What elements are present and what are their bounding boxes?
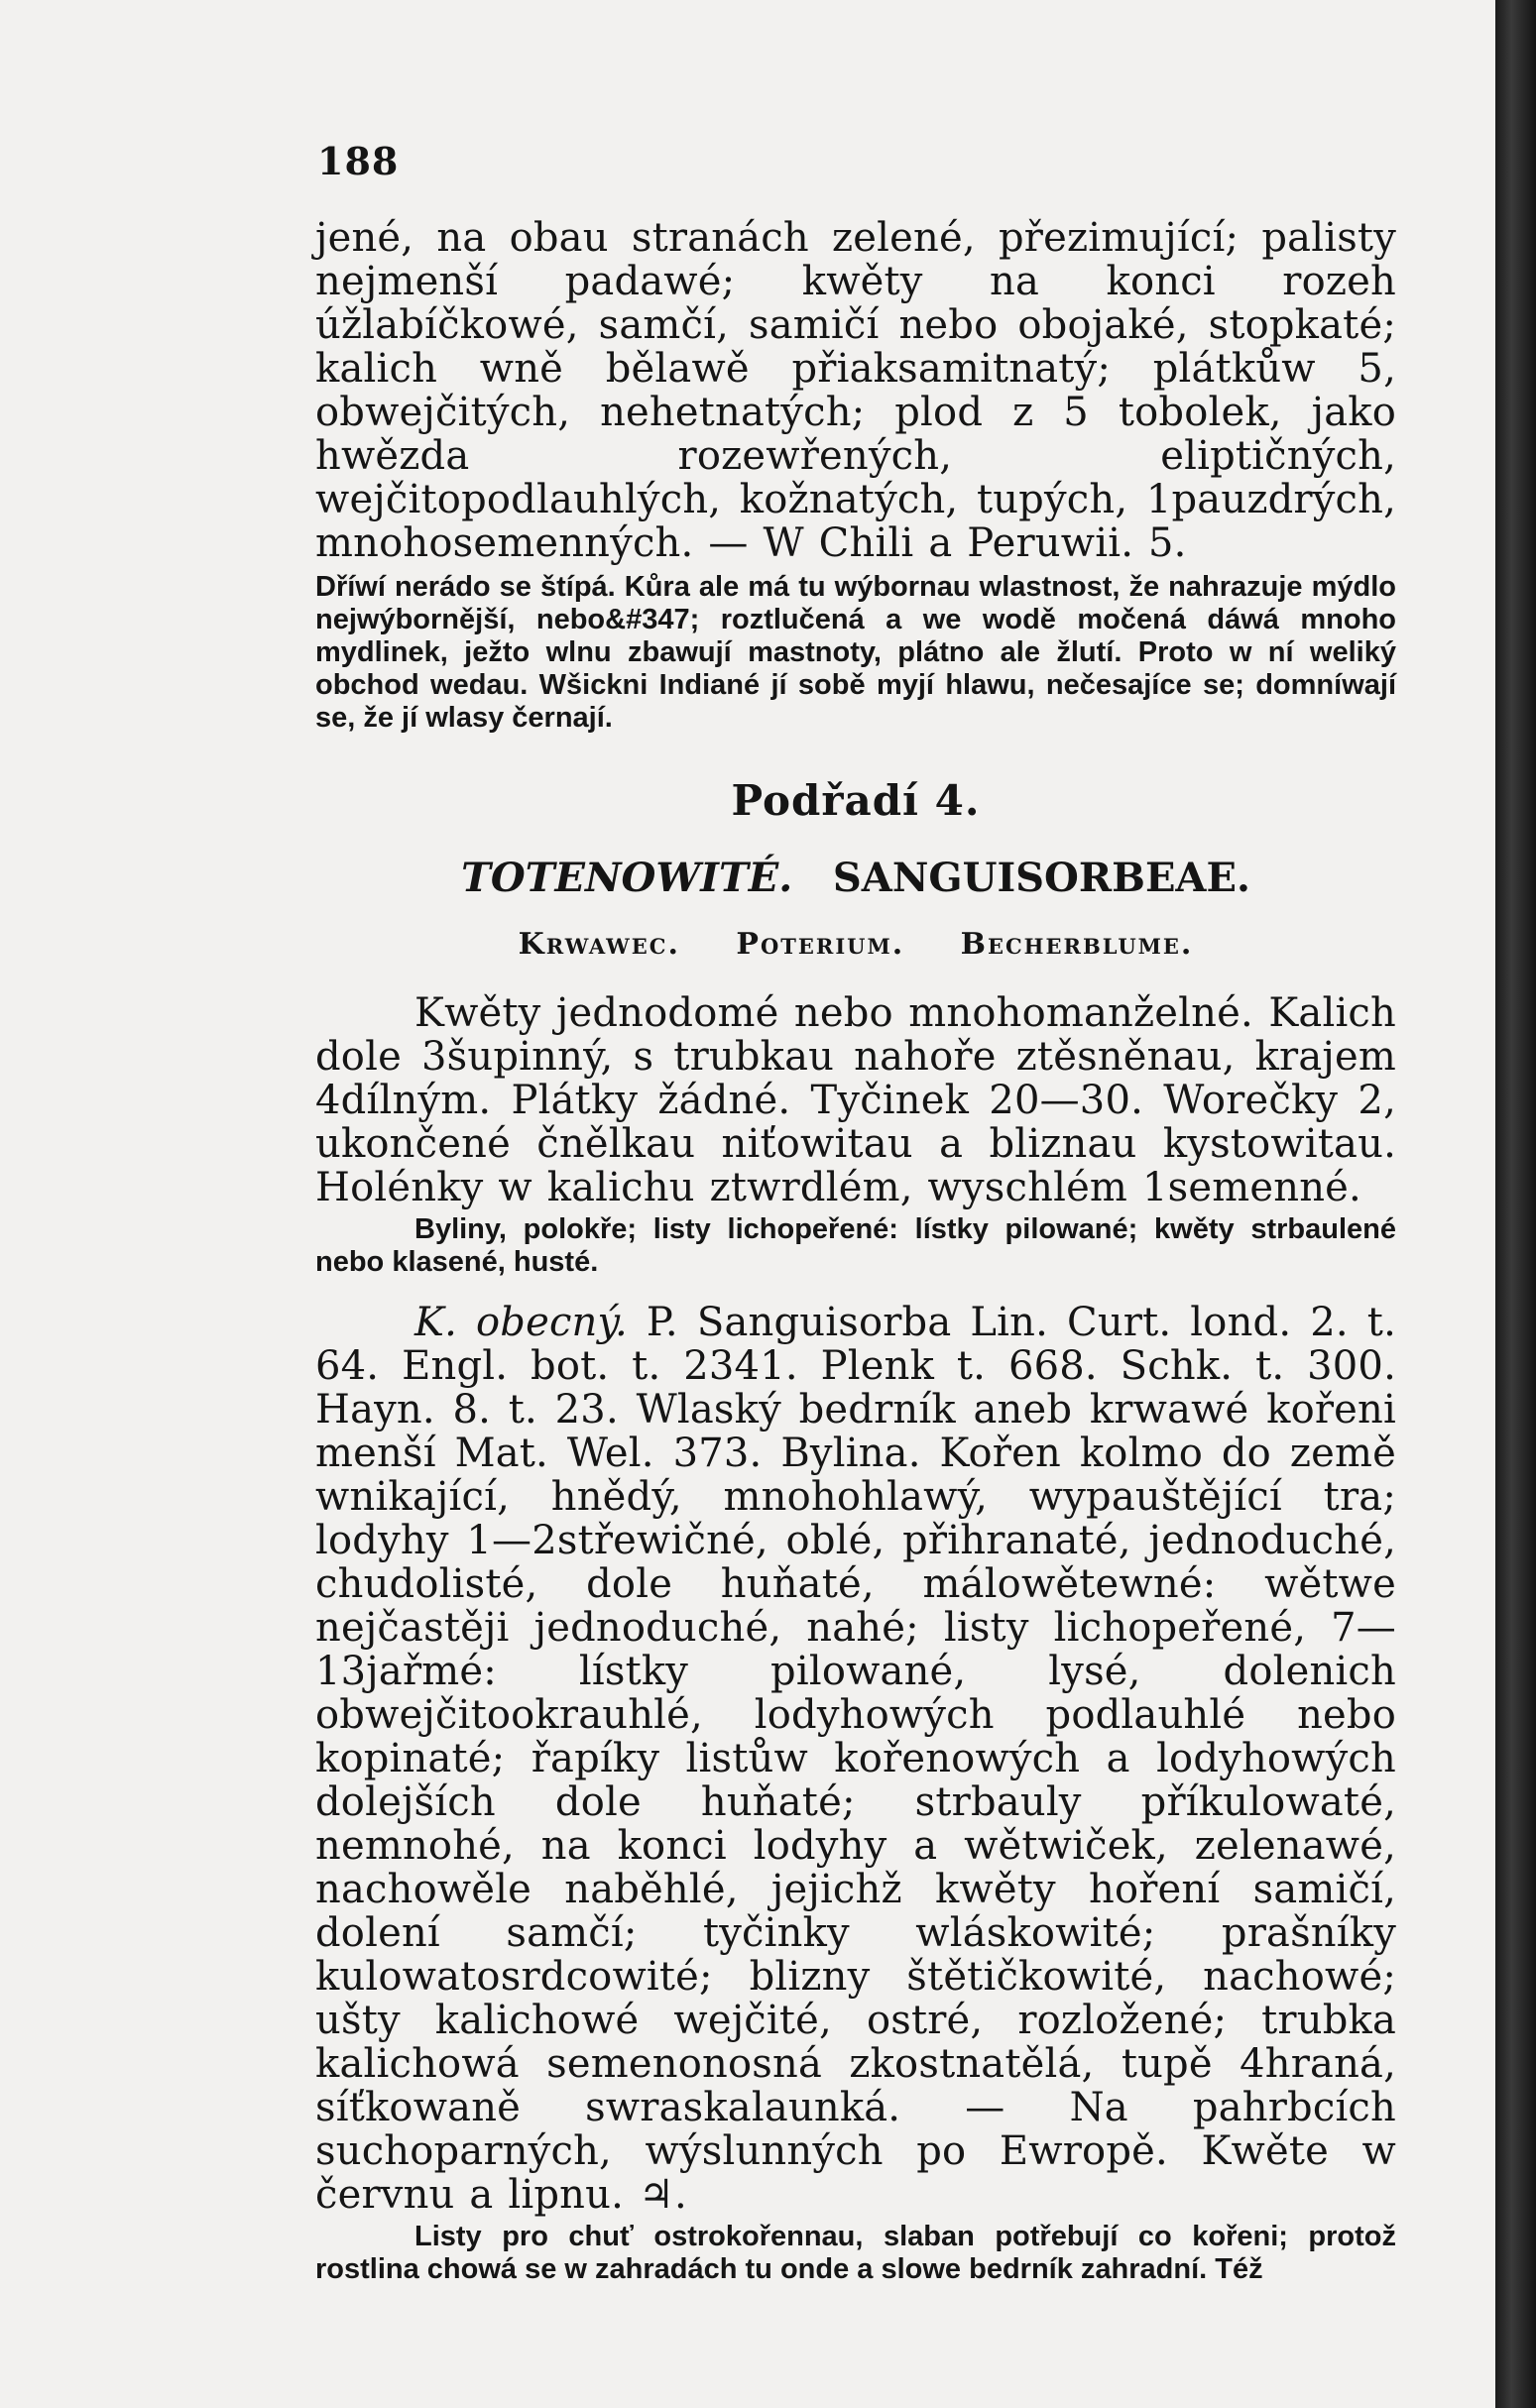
genus-heading <box>315 927 1396 962</box>
family-name-czech: TOTENOWITÉ. <box>461 855 793 901</box>
species-name-czech: K. obecný. <box>414 1300 628 1345</box>
genus-name-german: Becherblume. <box>960 927 1194 962</box>
genus-description: Kwěty jednodomé nebo mnohomanželné. Kalich dole 3šupinný, s trubkau nahoře ztěsněnau, krajem 4dílným. Plátky žádné. Tyčinek 20—30. Worečky 2, ukončené čnělkau niťowitau a bliznau kystowitau. Holénky w kalichu ztwrdlém, wyschlém 1semenné. <box>315 990 1396 1210</box>
section-subtitle: Podřadí 4. <box>731 776 981 825</box>
species-text: P. Sanguisorba Lin. Curt. lond. 2. t. 64. Engl. bot. t. 2341. Plenk t. 668. Schk. t. 300. Hayn. 8. t. 23. Wlaský bedrník aneb krwawé kořeni menší Mat. Wel. 373. Bylina. Kořen kolmo do země wnikající, hnědý, mnohohlawý, wypauštějící tra; lodyhy 1—2střewičné, oblé, přihranaté, jednoduché, chudolisté, dole huňaté, málowětewné: wětwe nejčastěji jednoduché, nahé; listy lichopeřené, 7—13jařmé: lístky pilowané, lysé, dolenich obwejčitookrauhlé, lodyhowých podlauhlé nebo kopinaté; řapíky listůw kořenowých a lodyhowých dolejších dole huňaté; strbauly příkulowaté, nemnohé, na konci lodyhy a wětwiček, zelenawé, nachowěle naběhlé, jejichž kwěty hoření samičí, dolení samčí; tyčinky wláskowité; prašníky kulowatosrdcowité; blizny štětičkowité, nachowé; ušty kalichowé wejčité, ostré, rozložené; trubka kalichowá semenonosná zkostnatělá, tupě 4hraná, síťkowaně swraskalaunká. — Na pahrbcích suchoparných, wýslunných po Ewropě. Kwěte w červnu a lipnu. ♃. <box>315 1300 1396 2218</box>
family-name-latin: SANGUISORBEAE. <box>832 855 1250 901</box>
species-entry <box>315 1301 1396 2217</box>
family-heading <box>315 855 1396 901</box>
intro-main-text: jené, na obau stranách zelené, přezimující; palisty nejmenší padawé; kwěty na konci rozeh úžlabíčkowé, samčí, samičí nebo obojaké, stopkaté; kalich wně bělawě přiaksamitnatý; plátkůw 5, obwejčitých, nehetnatých; plod z 5 tobolek, jako hwězda rozewřených, eliptičných, wejčitopodlauhlých, kožnatých, tupých, 1pauzdrých, mnohosemenných. — W Chili a Peruwii. 5. <box>315 215 1396 566</box>
genus-note: Byliny, polokře; listy lichopeřené: lístky pilowané; kwěty strbaulené nebo klasené, husté. <box>315 1213 1396 1278</box>
genus-name-czech: Krwawec. <box>518 927 680 962</box>
species-note: Listy pro chuť ostrokořennau, slaban potřebují co kořeni; protož rostlina chowá se w zahradách tu onde a slowe bedrník zahradní. Též <box>315 2221 1396 2285</box>
book-spine-edge <box>1495 0 1536 2408</box>
genus-name-latin: Poterium. <box>736 927 905 962</box>
page-number: 188 <box>317 139 400 183</box>
page-content <box>315 216 1396 2286</box>
intro-note: Dříwí nerádo se štípá. Kůra ale má tu wýbornau wlastnost, že nahrazuje mýdlo nejwýbornější, nebo&#347; roztlučená a we wodě močená dáwá mnoho mydlinek, ježto wlnu zbawují mastnoty, plátno ale žlutí. Proto w ní weliký obchod wedau. Wšickni Indiané jí sobě myjí hlawu, nečesajíce se; domníwají se, že jí wlasy černají. <box>315 571 1396 734</box>
